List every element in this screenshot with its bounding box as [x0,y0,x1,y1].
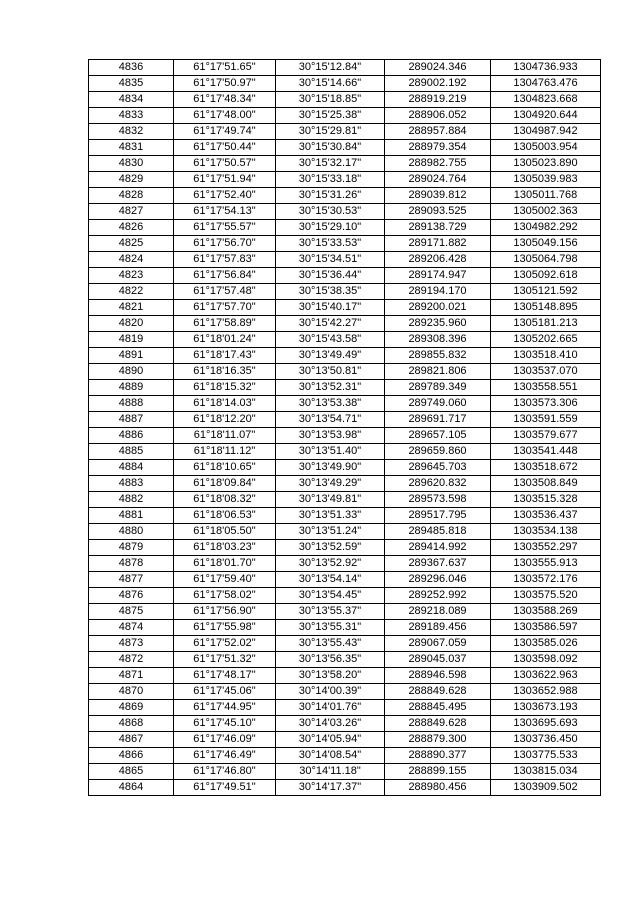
latitude-cell: 61°17'58.02" [174,588,276,604]
table-row [89,156,601,172]
latitude-cell: 61°18'17.43" [174,348,276,364]
y-coordinate-cell: 1304987.942 [491,124,601,140]
y-coordinate-cell: 1303673.193 [491,700,601,716]
latitude-cell: 61°17'45.10" [174,716,276,732]
latitude-cell: 61°17'57.83" [174,252,276,268]
table-row [89,172,601,188]
point-number-cell: 4891 [89,348,174,364]
x-coordinate-cell: 289045.037 [385,652,491,668]
latitude-cell: 61°18'01.70" [174,556,276,572]
latitude-cell: 61°17'52.02" [174,636,276,652]
latitude-cell: 61°17'50.57" [174,156,276,172]
latitude-cell: 61°18'15.32" [174,380,276,396]
y-coordinate-cell: 1303909.502 [491,780,601,796]
x-coordinate-cell: 289789.349 [385,380,491,396]
y-coordinate-cell: 1305148.895 [491,300,601,316]
table-row [89,540,601,556]
latitude-cell: 61°18'10.65" [174,460,276,476]
point-number-cell: 4820 [89,316,174,332]
x-coordinate-cell: 288979.354 [385,140,491,156]
table-row [89,700,601,716]
longitude-cell: 30°15'30.53" [276,204,385,220]
point-number-cell: 4872 [89,652,174,668]
y-coordinate-cell: 1304736.933 [491,60,601,76]
y-coordinate-cell: 1303558.551 [491,380,601,396]
x-coordinate-cell: 289414.992 [385,540,491,556]
x-coordinate-cell: 289855.832 [385,348,491,364]
point-number-cell: 4887 [89,412,174,428]
latitude-cell: 61°17'48.34" [174,92,276,108]
point-number-cell: 4886 [89,428,174,444]
x-coordinate-cell: 289206.428 [385,252,491,268]
table-row [89,684,601,700]
y-coordinate-cell: 1304982.292 [491,220,601,236]
longitude-cell: 30°14'00.39" [276,684,385,700]
x-coordinate-cell: 289645.703 [385,460,491,476]
latitude-cell: 61°17'51.32" [174,652,276,668]
y-coordinate-cell: 1303575.520 [491,588,601,604]
table-row [89,508,601,524]
x-coordinate-cell: 288919.219 [385,92,491,108]
latitude-cell: 61°17'46.49" [174,748,276,764]
longitude-cell: 30°14'03.26" [276,716,385,732]
latitude-cell: 61°17'50.44" [174,140,276,156]
latitude-cell: 61°18'09.84" [174,476,276,492]
longitude-cell: 30°15'14.66" [276,76,385,92]
y-coordinate-cell: 1305181.213 [491,316,601,332]
longitude-cell: 30°15'31.26" [276,188,385,204]
y-coordinate-cell: 1305092.618 [491,268,601,284]
latitude-cell: 61°18'01.24" [174,332,276,348]
latitude-cell: 61°17'44.95" [174,700,276,716]
point-number-cell: 4882 [89,492,174,508]
longitude-cell: 30°13'55.31" [276,620,385,636]
longitude-cell: 30°15'42.27" [276,316,385,332]
point-number-cell: 4880 [89,524,174,540]
table-row [89,364,601,380]
y-coordinate-cell: 1303518.410 [491,348,601,364]
x-coordinate-cell: 289691.717 [385,412,491,428]
point-number-cell: 4824 [89,252,174,268]
table-row [89,428,601,444]
longitude-cell: 30°15'29.10" [276,220,385,236]
table-row [89,204,601,220]
table-row [89,300,601,316]
point-number-cell: 4873 [89,636,174,652]
point-number-cell: 4876 [89,588,174,604]
x-coordinate-cell: 289252.992 [385,588,491,604]
table-row [89,572,601,588]
x-coordinate-cell: 289367.637 [385,556,491,572]
x-coordinate-cell: 289308.396 [385,332,491,348]
table-row [89,652,601,668]
y-coordinate-cell: 1303775.533 [491,748,601,764]
latitude-cell: 61°17'58.89" [174,316,276,332]
y-coordinate-cell: 1303579.677 [491,428,601,444]
x-coordinate-cell: 289821.806 [385,364,491,380]
table-row [89,636,601,652]
x-coordinate-cell: 289200.021 [385,300,491,316]
y-coordinate-cell: 1303815.034 [491,764,601,780]
x-coordinate-cell: 289093.525 [385,204,491,220]
x-coordinate-cell: 289657.105 [385,428,491,444]
longitude-cell: 30°13'52.92" [276,556,385,572]
longitude-cell: 30°13'55.37" [276,604,385,620]
y-coordinate-cell: 1304823.668 [491,92,601,108]
point-number-cell: 4835 [89,76,174,92]
longitude-cell: 30°15'18.85" [276,92,385,108]
y-coordinate-cell: 1303598.092 [491,652,601,668]
latitude-cell: 61°17'49.74" [174,124,276,140]
point-number-cell: 4889 [89,380,174,396]
latitude-cell: 61°17'59.40" [174,572,276,588]
y-coordinate-cell: 1303736.450 [491,732,601,748]
x-coordinate-cell: 289659.860 [385,444,491,460]
point-number-cell: 4875 [89,604,174,620]
longitude-cell: 30°13'51.33" [276,508,385,524]
table-row [89,332,601,348]
y-coordinate-cell: 1303555.913 [491,556,601,572]
y-coordinate-cell: 1303534.138 [491,524,601,540]
latitude-cell: 61°17'50.97" [174,76,276,92]
point-number-cell: 4822 [89,284,174,300]
longitude-cell: 30°14'17.37" [276,780,385,796]
latitude-cell: 61°17'46.09" [174,732,276,748]
point-number-cell: 4836 [89,60,174,76]
table-row [89,188,601,204]
point-number-cell: 4832 [89,124,174,140]
x-coordinate-cell: 288899.155 [385,764,491,780]
x-coordinate-cell: 289573.598 [385,492,491,508]
y-coordinate-cell: 1303537.070 [491,364,601,380]
latitude-cell: 61°17'56.70" [174,236,276,252]
longitude-cell: 30°15'30.84" [276,140,385,156]
longitude-cell: 30°13'56.35" [276,652,385,668]
point-number-cell: 4833 [89,108,174,124]
point-number-cell: 4869 [89,700,174,716]
x-coordinate-cell: 288890.377 [385,748,491,764]
y-coordinate-cell: 1303586.597 [491,620,601,636]
table-row [89,380,601,396]
table-row [89,524,601,540]
y-coordinate-cell: 1305011.768 [491,188,601,204]
longitude-cell: 30°15'34.51" [276,252,385,268]
table-row [89,780,601,796]
point-number-cell: 4888 [89,396,174,412]
point-number-cell: 4821 [89,300,174,316]
table-row [89,268,601,284]
latitude-cell: 61°18'03.23" [174,540,276,556]
x-coordinate-cell: 289218.089 [385,604,491,620]
table-row [89,604,601,620]
latitude-cell: 61°17'48.17" [174,668,276,684]
table-row [89,716,601,732]
x-coordinate-cell: 289485.818 [385,524,491,540]
point-number-cell: 4883 [89,476,174,492]
point-number-cell: 4830 [89,156,174,172]
point-number-cell: 4826 [89,220,174,236]
table-row [89,764,601,780]
y-coordinate-cell: 1305049.156 [491,236,601,252]
point-number-cell: 4828 [89,188,174,204]
longitude-cell: 30°15'25.38" [276,108,385,124]
table-row [89,124,601,140]
point-number-cell: 4879 [89,540,174,556]
longitude-cell: 30°15'40.17" [276,300,385,316]
x-coordinate-cell: 289002.192 [385,76,491,92]
table-row [89,460,601,476]
point-number-cell: 4890 [89,364,174,380]
table-row [89,252,601,268]
y-coordinate-cell: 1303588.269 [491,604,601,620]
longitude-cell: 30°13'51.40" [276,444,385,460]
table-row [89,556,601,572]
point-number-cell: 4819 [89,332,174,348]
table-row [89,92,601,108]
longitude-cell: 30°13'55.43" [276,636,385,652]
table-row [89,620,601,636]
latitude-cell: 61°17'45.06" [174,684,276,700]
longitude-cell: 30°13'54.45" [276,588,385,604]
longitude-cell: 30°13'54.71" [276,412,385,428]
longitude-cell: 30°13'52.59" [276,540,385,556]
point-number-cell: 4827 [89,204,174,220]
longitude-cell: 30°15'29.81" [276,124,385,140]
x-coordinate-cell: 288946.598 [385,668,491,684]
latitude-cell: 61°17'56.90" [174,604,276,620]
longitude-cell: 30°13'49.81" [276,492,385,508]
x-coordinate-cell: 289067.059 [385,636,491,652]
y-coordinate-cell: 1305039.983 [491,172,601,188]
y-coordinate-cell: 1303572.176 [491,572,601,588]
longitude-cell: 30°14'08.54" [276,748,385,764]
x-coordinate-cell: 289517.795 [385,508,491,524]
y-coordinate-cell: 1303591.559 [491,412,601,428]
table-row [89,412,601,428]
longitude-cell: 30°14'11.18" [276,764,385,780]
y-coordinate-cell: 1303585.026 [491,636,601,652]
longitude-cell: 30°13'53.38" [276,396,385,412]
x-coordinate-cell: 289174.947 [385,268,491,284]
longitude-cell: 30°13'52.31" [276,380,385,396]
latitude-cell: 61°17'51.94" [174,172,276,188]
latitude-cell: 61°17'55.57" [174,220,276,236]
longitude-cell: 30°13'49.29" [276,476,385,492]
longitude-cell: 30°15'38.35" [276,284,385,300]
table-row [89,588,601,604]
latitude-cell: 61°18'12.20" [174,412,276,428]
point-number-cell: 4878 [89,556,174,572]
latitude-cell: 61°17'51.65" [174,60,276,76]
y-coordinate-cell: 1303552.297 [491,540,601,556]
point-number-cell: 4868 [89,716,174,732]
x-coordinate-cell: 288980.456 [385,780,491,796]
latitude-cell: 61°17'52.40" [174,188,276,204]
longitude-cell: 30°15'33.53" [276,236,385,252]
x-coordinate-cell: 288879.300 [385,732,491,748]
longitude-cell: 30°13'58.20" [276,668,385,684]
x-coordinate-cell: 289039.812 [385,188,491,204]
longitude-cell: 30°15'43.58" [276,332,385,348]
longitude-cell: 30°14'01.76" [276,700,385,716]
longitude-cell: 30°15'33.18" [276,172,385,188]
y-coordinate-cell: 1304763.476 [491,76,601,92]
table-row [89,492,601,508]
point-number-cell: 4871 [89,668,174,684]
y-coordinate-cell: 1303652.988 [491,684,601,700]
table-row [89,348,601,364]
longitude-cell: 30°14'05.94" [276,732,385,748]
longitude-cell: 30°13'51.24" [276,524,385,540]
latitude-cell: 61°17'57.70" [174,300,276,316]
table-row [89,60,601,76]
table-row [89,444,601,460]
latitude-cell: 61°18'11.12" [174,444,276,460]
coordinates-table [88,59,601,796]
point-number-cell: 4864 [89,780,174,796]
latitude-cell: 61°17'54.13" [174,204,276,220]
point-number-cell: 4884 [89,460,174,476]
x-coordinate-cell: 288957.884 [385,124,491,140]
point-number-cell: 4870 [89,684,174,700]
y-coordinate-cell: 1303515.328 [491,492,601,508]
table-row [89,236,601,252]
y-coordinate-cell: 1305023.890 [491,156,601,172]
y-coordinate-cell: 1303536.437 [491,508,601,524]
y-coordinate-cell: 1305002.363 [491,204,601,220]
y-coordinate-cell: 1305003.954 [491,140,601,156]
x-coordinate-cell: 289296.046 [385,572,491,588]
latitude-cell: 61°17'46.80" [174,764,276,780]
longitude-cell: 30°13'49.49" [276,348,385,364]
longitude-cell: 30°13'53.98" [276,428,385,444]
latitude-cell: 61°18'06.53" [174,508,276,524]
coordinates-table-body [89,60,601,796]
latitude-cell: 61°17'57.48" [174,284,276,300]
latitude-cell: 61°17'56.84" [174,268,276,284]
point-number-cell: 4831 [89,140,174,156]
x-coordinate-cell: 289138.729 [385,220,491,236]
table-row [89,140,601,156]
latitude-cell: 61°18'14.03" [174,396,276,412]
y-coordinate-cell: 1303518.672 [491,460,601,476]
x-coordinate-cell: 289749.060 [385,396,491,412]
table-row [89,396,601,412]
point-number-cell: 4834 [89,92,174,108]
y-coordinate-cell: 1303508.849 [491,476,601,492]
point-number-cell: 4823 [89,268,174,284]
y-coordinate-cell: 1303622.963 [491,668,601,684]
table-row [89,748,601,764]
x-coordinate-cell: 288845.495 [385,700,491,716]
table-row [89,668,601,684]
table-row [89,220,601,236]
x-coordinate-cell: 289194.170 [385,284,491,300]
x-coordinate-cell: 288849.628 [385,684,491,700]
x-coordinate-cell: 289235.960 [385,316,491,332]
point-number-cell: 4866 [89,748,174,764]
table-row [89,108,601,124]
x-coordinate-cell: 288982.755 [385,156,491,172]
longitude-cell: 30°15'12.84" [276,60,385,76]
y-coordinate-cell: 1303541.448 [491,444,601,460]
table-row [89,476,601,492]
x-coordinate-cell: 289620.832 [385,476,491,492]
longitude-cell: 30°13'49.90" [276,460,385,476]
point-number-cell: 4867 [89,732,174,748]
latitude-cell: 61°18'16.35" [174,364,276,380]
y-coordinate-cell: 1305064.798 [491,252,601,268]
latitude-cell: 61°17'49.51" [174,780,276,796]
point-number-cell: 4877 [89,572,174,588]
point-number-cell: 4885 [89,444,174,460]
x-coordinate-cell: 289189.456 [385,620,491,636]
table-row [89,732,601,748]
table-row [89,76,601,92]
latitude-cell: 61°17'48.00" [174,108,276,124]
x-coordinate-cell: 288906.052 [385,108,491,124]
point-number-cell: 4865 [89,764,174,780]
y-coordinate-cell: 1303695.693 [491,716,601,732]
y-coordinate-cell: 1304920.644 [491,108,601,124]
latitude-cell: 61°18'11.07" [174,428,276,444]
y-coordinate-cell: 1303573.306 [491,396,601,412]
point-number-cell: 4874 [89,620,174,636]
point-number-cell: 4881 [89,508,174,524]
latitude-cell: 61°18'05.50" [174,524,276,540]
longitude-cell: 30°13'54.14" [276,572,385,588]
point-number-cell: 4825 [89,236,174,252]
table-row [89,284,601,300]
longitude-cell: 30°13'50.81" [276,364,385,380]
x-coordinate-cell: 288849.628 [385,716,491,732]
latitude-cell: 61°17'55.98" [174,620,276,636]
table-row [89,316,601,332]
y-coordinate-cell: 1305121.592 [491,284,601,300]
point-number-cell: 4829 [89,172,174,188]
x-coordinate-cell: 289171.882 [385,236,491,252]
longitude-cell: 30°15'32.17" [276,156,385,172]
y-coordinate-cell: 1305202.665 [491,332,601,348]
x-coordinate-cell: 289024.764 [385,172,491,188]
latitude-cell: 61°18'08.32" [174,492,276,508]
x-coordinate-cell: 289024.346 [385,60,491,76]
longitude-cell: 30°15'36.44" [276,268,385,284]
